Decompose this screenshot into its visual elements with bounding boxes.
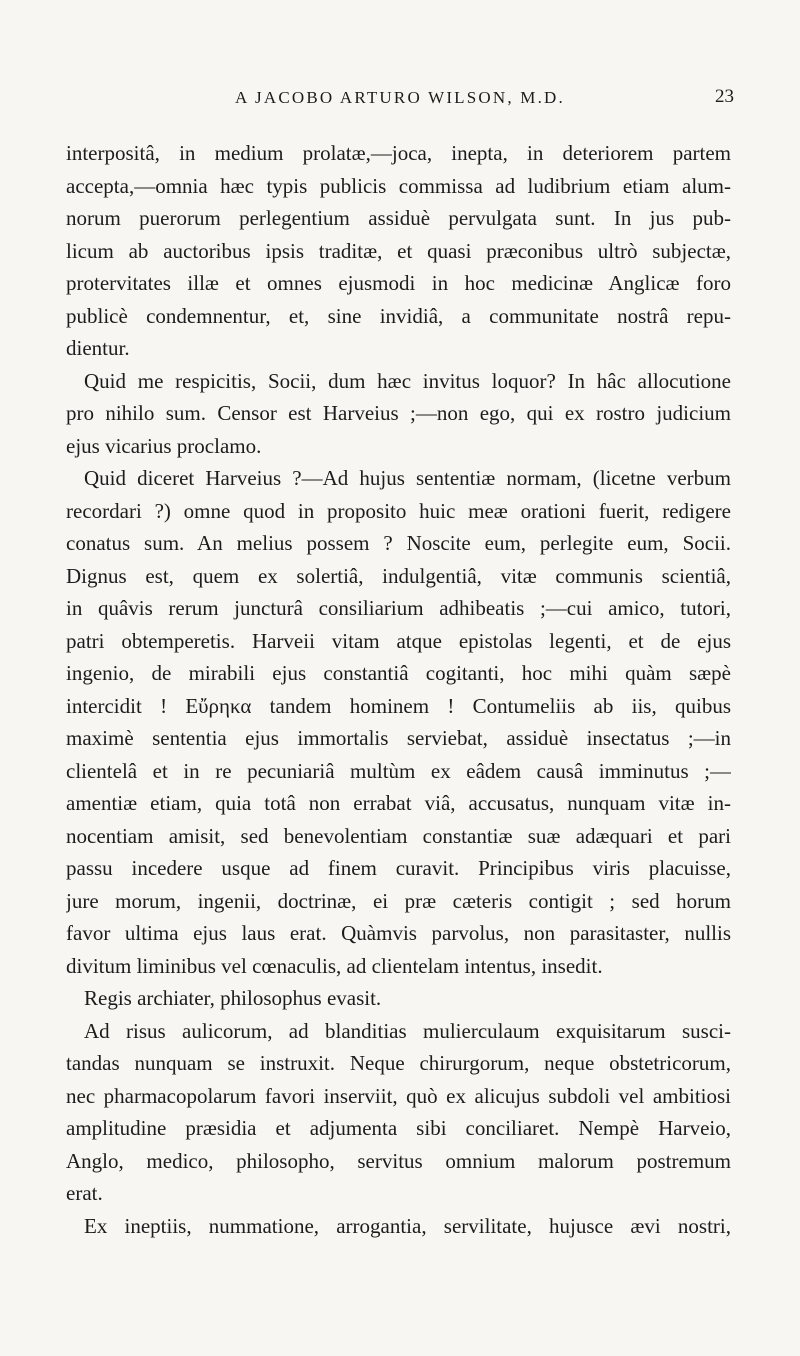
text-line: accepta,—omnia hæc typis publicis commissa ad ludibrium etiam alum- — [66, 173, 731, 198]
text-line: nec pharmacopolarum favori inserviit, quò ex alicujus subdoli vel ambitiosi — [66, 1083, 731, 1108]
text-line: passu incedere usque ad finem curavit. Principibus viris placuisse, — [66, 856, 731, 880]
text-line: dientur. — [66, 336, 130, 360]
text-line: pro nihilo sum. Censor est Harveius ;—non ego, qui ex rostro judicium — [66, 401, 731, 425]
text-line: conatus sum. An melius possem ? Noscite eum, perlegite eum, Socii. — [66, 531, 731, 555]
text-line: recordari ?) omne quod in proposito huic meæ orationi fuerit, redigere — [66, 498, 731, 523]
text-line: maximè sententia ejus immortalis serviebat, assiduè insectatus ;—in — [66, 726, 731, 750]
running-head — [66, 86, 734, 110]
text-line: favor ultima ejus laus erat. Quàmvis parvolus, non parasitaster, nullis — [66, 921, 731, 945]
text-line: patri obtemperetis. Harveii vitam atque epistolas legenti, et de ejus — [66, 628, 731, 653]
text-line: jure morum, ingenii, doctrinæ, ei præ cæteris contigit ; sed horum — [66, 888, 731, 913]
body-text — [66, 137, 731, 1242]
text-line: amplitudine præsidia et adjumenta sibi conciliaret. Nempè Harveio, — [66, 1116, 731, 1140]
text-line: licum ab auctoribus ipsis traditæ, et quasi præconibus ultrò subjectæ, — [66, 238, 731, 263]
text-line: Ex ineptiis, nummatione, arrogantia, servilitate, hujusce ævi nostri, — [84, 1213, 731, 1238]
text-line: Quid diceret Harveius ?—Ad hujus sententiæ normam, (licetne verbum — [84, 466, 731, 490]
text-line: erat. — [66, 1181, 103, 1205]
running-head-title: A JACOBO ARTURO WILSON, M.D. — [235, 88, 565, 107]
text-line: amentiæ etiam, quia totâ non errabat viâ, accusatus, nunquam vitæ in- — [66, 791, 731, 815]
text-line: interpositâ, in medium prolatæ,—joca, inepta, in deteriorem partem — [66, 141, 731, 165]
text-line: norum puerorum perlegentium assiduè pervulgata sunt. In jus pub- — [66, 206, 731, 230]
text-line: nocentiam amisit, sed benevolentiam constantiæ suæ adæquari et pari — [66, 823, 731, 848]
page-number: 23 — [715, 86, 734, 107]
text-line: Dignus est, quem ex solertiâ, indulgentiâ, vitæ communis scientiâ, — [66, 563, 731, 588]
text-line: Quid me respicitis, Socii, dum hæc invitus loquor? In hâc allocutione — [84, 368, 731, 393]
text-line: Ad risus aulicorum, ad blanditias mulierculaum exquisitarum susci- — [84, 1018, 731, 1043]
text-line: Regis archiater, philosophus evasit. — [84, 986, 382, 1010]
text-line: tandas nunquam se instruxit. Neque chirurgorum, neque obstetricorum, — [66, 1051, 731, 1075]
text-line: ingenio, de mirabili ejus constantiâ cogitanti, hoc mihi quàm sæpè — [66, 661, 731, 685]
text-line: publicè condemnentur, et, sine invidiâ, a communitate nostrâ repu- — [66, 303, 731, 328]
text-line: divitum liminibus vel cœnaculis, ad clientelam intentus, insedit. — [66, 953, 603, 978]
text-line: ejus vicarius proclamo. — [66, 433, 262, 458]
text-line: Anglo, medico, philosopho, servitus omnium malorum postremum — [66, 1148, 731, 1173]
text-line: clientelâ et in re pecuniariâ multùm ex eâdem causâ imminutus ;— — [66, 758, 731, 783]
text-line: protervitates illæ et omnes ejusmodi in hoc medicinæ Anglicæ foro — [66, 271, 731, 295]
text-line: intercidit ! Εὔρηκα tandem hominem ! Contumeliis ab iis, quibus — [66, 693, 731, 718]
text-line: in quâvis rerum juncturâ consiliarium adhibeatis ;—cui amico, tutori, — [66, 596, 731, 620]
